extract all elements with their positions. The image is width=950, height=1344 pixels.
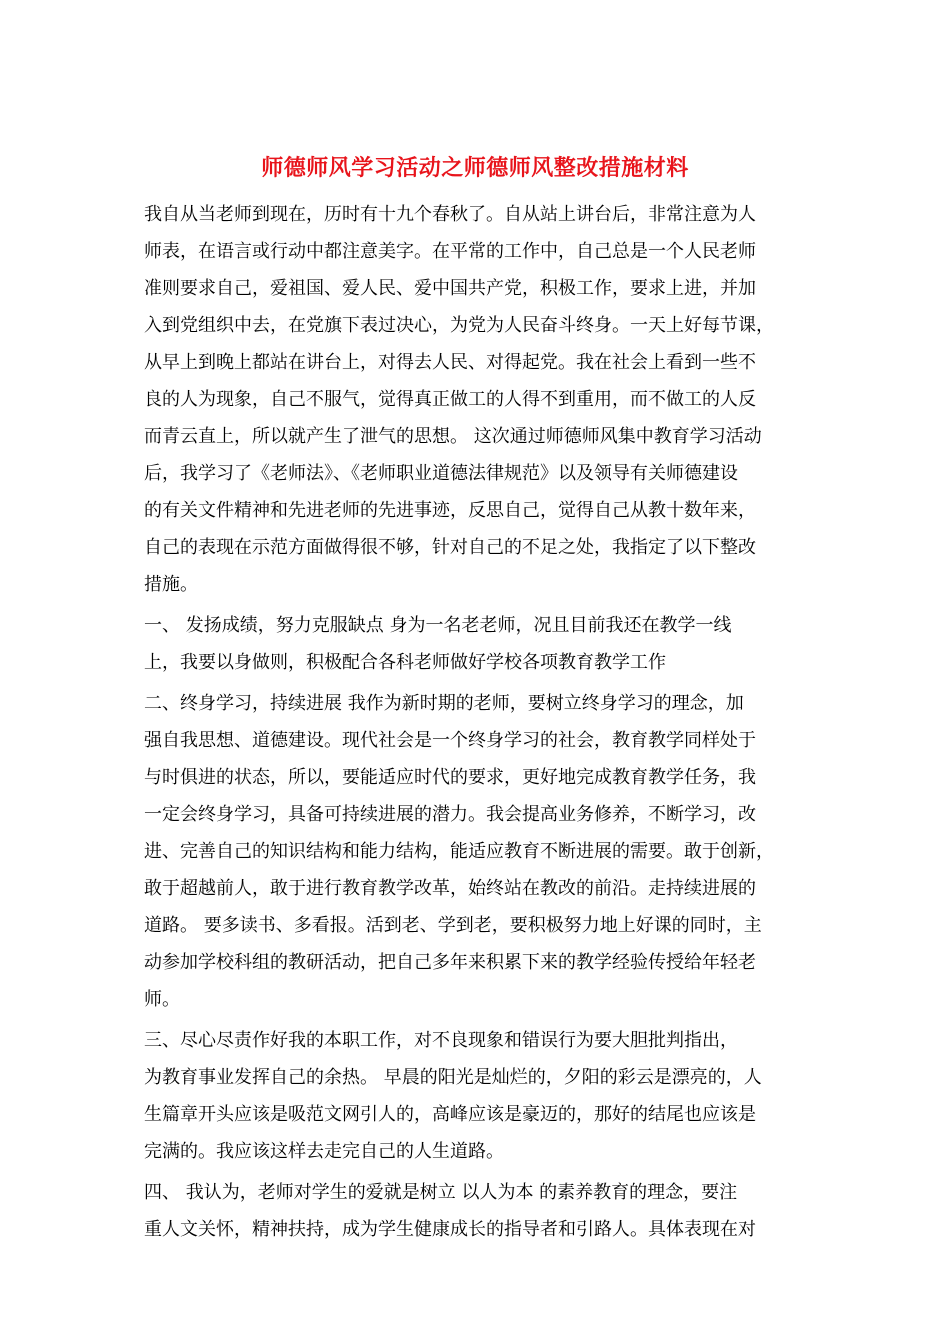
text-line: 进、完善自己的知识结构和能力结构，能适应教育不断进展的需要。敢于创新， [144, 841, 774, 862]
text-line: 后，我学习了《老师法》、《老师职业道德法律规范》以及领导有关师德建设 [144, 463, 738, 484]
text-line: 我自从当老师到现在，历时有十九个春秋了。自从站上讲台后，非常注意为人 [144, 204, 756, 225]
text-line: 的有关文件精神和先进老师的先进事迹，反思自己，觉得自己从教十数年来， [144, 500, 756, 521]
text-line: 二、终身学习，持续进展 我作为新时期的老师，要树立终身学习的理念，加 [144, 693, 744, 714]
text-line: 准则要求自己，爱祖国、爱人民、爱中国共产党，积极工作，要求上进，并加 [144, 278, 756, 299]
text-line: 重人文关怀，精神扶持，成为学生健康成长的指导者和引路人。具体表现在对 [144, 1219, 756, 1240]
text-line: 与时俱进的状态，所以，要能适应时代的要求，更好地完成教育教学任务，我 [144, 767, 756, 788]
text-line: 动参加学校科组的教研活动，把自己多年来积累下来的教学经验传授给年轻老 [144, 952, 756, 973]
text-line: 师表，在语言或行动中都注意美字。在平常的工作中，自己总是一个人民老师 [144, 241, 756, 262]
document-body [144, 196, 808, 1248]
text-line: 从早上到晚上都站在讲台上，对得去人民、对得起党。我在社会上看到一些不 [144, 352, 756, 373]
text-line: 完满的。我应该这样去走完自己的人生道路。 [144, 1141, 504, 1162]
text-line: 自己的表现在示范方面做得很不够，针对自己的不足之处，我指定了以下整改 [144, 537, 756, 558]
text-line: 生篇章开头应该是吸范文网引人的，高峰应该是豪迈的，那好的结尾也应该是 [144, 1104, 756, 1125]
text-line: 措施。 [144, 574, 198, 595]
text-line: 强自我思想、道德建设。现代社会是一个终身学习的社会，教育教学同样处于 [144, 730, 756, 751]
text-line: 一、 发扬成绩，努力克服缺点 身为一名老老师，况且目前我还在教学一线 [144, 615, 732, 636]
text-line: 入到党组织中去，在党旗下表过决心，为党为人民奋斗终身。一天上好每节课， [144, 315, 774, 336]
text-line: 而青云直上，所以就产生了泄气的思想。 这次通过师德师风集中教育学习活动 [144, 426, 762, 447]
text-line: 师。 [144, 989, 180, 1010]
text-line: 三、尽心尽责作好我的本职工作，对不良现象和错误行为要大胆批判指出， [144, 1030, 738, 1051]
text-line: 为教育事业发挥自己的余热。 早晨的阳光是灿烂的，夕阳的彩云是漂亮的，人 [144, 1067, 762, 1088]
text-line: 四、 我认为，老师对学生的爱就是树立 以人为本 的素养教育的理念，要注 [144, 1182, 738, 1203]
text-line: 道路。 要多读书、多看报。活到老、学到老，要积极努力地上好课的同时，主 [144, 915, 762, 936]
document-title: 师德师风学习活动之师德师风整改措施材料 [261, 155, 689, 181]
text-line: 良的人为现象，自己不服气，觉得真正做工的人得不到重用，而不做工的人反 [144, 389, 756, 410]
text-line: 上，我要以身做则，积极配合各科老师做好学校各项教育教学工作 [144, 652, 666, 673]
text-line: 一定会终身学习，具备可持续进展的潜力。我会提高业务修养，不断学习，改 [144, 804, 756, 825]
text-line: 敢于超越前人，敢于进行教育教学改革，始终站在教改的前沿。走持续进展的 [144, 878, 756, 899]
